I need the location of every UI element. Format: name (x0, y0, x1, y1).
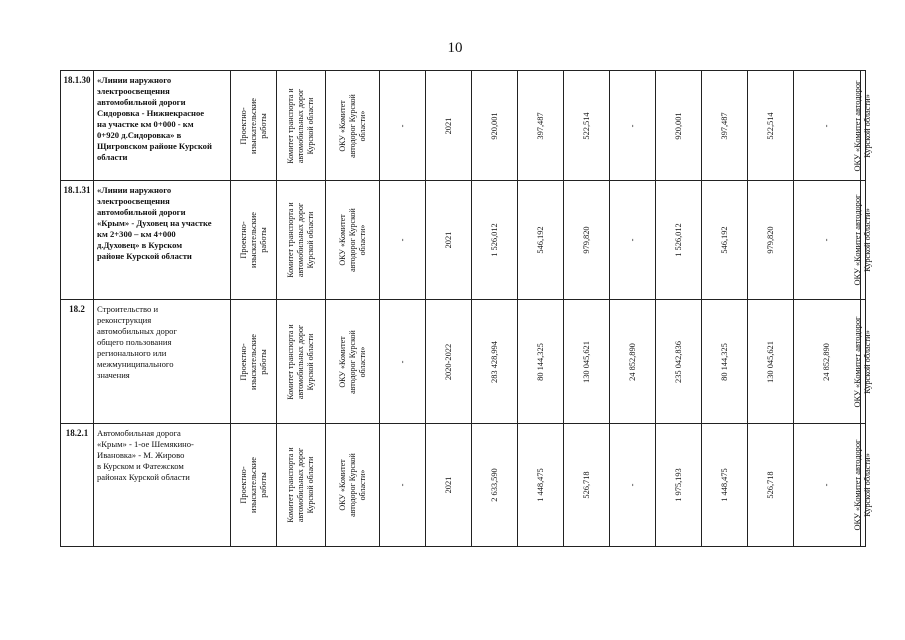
oku-agency-text (338, 208, 368, 272)
amount-e: 546,192 (719, 226, 729, 254)
oku-agency-line: области» (357, 224, 367, 256)
amount-b-cell (564, 71, 610, 181)
work-type-line: изыскательские (248, 457, 258, 513)
years-value: 2021 (443, 117, 453, 134)
oku-agency-text (338, 330, 368, 394)
amount-e-cell (702, 71, 748, 181)
committee-line: Курской области (306, 211, 315, 269)
committee-line: Курской области (306, 456, 315, 514)
description-line: «Линии наружного (97, 75, 172, 85)
work-type-line: работы (258, 112, 268, 139)
amount-f: 979,820 (765, 226, 775, 254)
amount-f: 526,718 (765, 471, 775, 499)
amount-f: 522,514 (765, 111, 775, 140)
row-code: 18.1.31 (61, 181, 94, 300)
amount-d-cell (656, 71, 702, 181)
description-line: автомобильной дороги (97, 207, 186, 217)
amount-b: 522,514 (581, 111, 591, 140)
committee-line: автомобильных дорог (296, 88, 305, 163)
row-code: 18.1.30 (61, 71, 94, 181)
description-line: электроосвещения (97, 86, 170, 96)
table-row (61, 300, 866, 424)
executor-line: ОКУ «Комитет автодорог (853, 439, 862, 531)
amount-f-cell (748, 300, 794, 424)
amount-a: 397,487 (535, 111, 545, 140)
description-line: значения (97, 370, 130, 380)
description-line: автомобильных дорог (97, 326, 177, 336)
total-value-cell (472, 300, 518, 424)
years-value: 2020-2022 (443, 343, 453, 380)
description-line: Щигровском районе Курской (97, 141, 212, 151)
committee (277, 181, 326, 300)
program-table (60, 70, 872, 547)
executor-line: ОКУ «Комитет автодорог (853, 79, 862, 172)
years-value: 2021 (443, 476, 453, 494)
work-type-text (239, 457, 269, 513)
work-type (231, 424, 277, 547)
committee-text (286, 324, 316, 399)
description-line: Автомобильная дорога (97, 428, 181, 438)
dash-value-cell (380, 181, 426, 300)
work-type-line: изыскательские (248, 333, 258, 390)
dash-value: - (397, 124, 407, 127)
committee-line: автомобильных дорог (296, 202, 305, 278)
oku-agency-line: ОКУ «Комитет (337, 459, 347, 511)
dash-value-cell (380, 300, 426, 424)
oku-agency-text (338, 453, 368, 517)
amount-g-cell (794, 71, 861, 181)
amount-a-cell (518, 181, 564, 300)
dash-value: - (397, 483, 407, 487)
years-value-cell (426, 181, 472, 300)
oku-agency-line: области» (357, 346, 367, 377)
executor-line: ОКУ «Комитет автодорог (853, 315, 862, 408)
amount-g-cell (794, 424, 861, 547)
description-line: «Крым» - Духовец на участке (97, 218, 212, 228)
oku-agency-line: автодорог Курской (347, 453, 357, 517)
committee-line: автомобильных дорог (296, 324, 305, 399)
years-value: 2021 (443, 231, 453, 249)
work-type-line: изыскательские (248, 212, 258, 268)
description-line: Ивановка» - М. Жирово (97, 450, 185, 460)
amount-c-cell (610, 300, 656, 424)
years-value-cell (426, 71, 472, 181)
description-line: «Линии наружного (97, 185, 172, 195)
oku-agency-line: области» (357, 110, 367, 141)
years-value-cell (426, 424, 472, 547)
work-type-line: Проектно- (238, 466, 248, 504)
work-type-line: Проектно- (238, 221, 248, 259)
amount-g: - (822, 124, 831, 127)
total-value-cell (472, 181, 518, 300)
amount-a-cell (518, 300, 564, 424)
committee-text (286, 202, 316, 277)
amount-e: 80 144,325 (719, 342, 729, 381)
total-value: 2 633,590 (489, 468, 499, 502)
committee-line: Комитет транспорта и (286, 323, 295, 400)
work-type-line: работы (258, 227, 268, 253)
dash-value: - (397, 238, 407, 242)
description-line: общего пользования (97, 337, 172, 347)
description-line: реконструкция (97, 315, 152, 325)
row-description (94, 424, 231, 547)
amount-c-cell (610, 181, 656, 300)
amount-d-cell (656, 424, 702, 547)
oku-agency-line: области» (357, 469, 367, 501)
amount-g: 24 852,890 (822, 342, 831, 381)
description-line: автомобильной дороги (97, 97, 186, 107)
dash-value-cell (380, 71, 426, 181)
amount-c-cell (610, 424, 656, 547)
committee (277, 71, 326, 181)
oku-agency-line: автодорог Курской (347, 93, 357, 158)
executor-text (853, 316, 873, 407)
executor-line: ОКУ «Комитет автодорог (853, 194, 862, 286)
executor (853, 181, 872, 300)
work-type-text (239, 334, 269, 390)
amount-b-cell (564, 424, 610, 547)
row-description (94, 71, 231, 181)
amount-d: 1 975,193 (673, 468, 683, 502)
amount-b: 526,718 (581, 471, 591, 499)
dash-value: - (397, 360, 407, 363)
description-line: Сидоровка - Нижнекрасное (97, 108, 205, 118)
amount-e-cell (702, 424, 748, 547)
amount-e-cell (702, 181, 748, 300)
oku-agency-line: ОКУ «Комитет (337, 99, 347, 152)
oku-agency (326, 300, 380, 424)
amount-a: 1 448,475 (535, 468, 545, 502)
description-line: км 2+300 – км 4+000 (97, 229, 176, 239)
description-line: регионального или (97, 348, 167, 358)
amount-c: - (627, 238, 637, 242)
total-value-cell (472, 71, 518, 181)
amount-e: 1 448,475 (719, 468, 729, 502)
executor-text (853, 80, 873, 171)
executor (853, 300, 872, 424)
amount-c-cell (610, 71, 656, 181)
amount-b: 979,820 (581, 226, 591, 254)
oku-agency (326, 71, 380, 181)
row-code: 18.2.1 (61, 424, 94, 547)
amount-g: - (822, 238, 831, 242)
table-row (61, 71, 866, 181)
description-line: электроосвещения (97, 196, 170, 206)
work-type (231, 181, 277, 300)
oku-agency-line: автодорог Курской (347, 329, 357, 394)
committee-text (286, 447, 316, 522)
amount-a-cell (518, 71, 564, 181)
oku-agency-text (338, 94, 368, 158)
page-number: 10 (447, 40, 463, 56)
amount-f-cell (748, 71, 794, 181)
years-value-cell (426, 300, 472, 424)
description-line: на участке км 0+000 - км (97, 119, 194, 129)
amount-c: - (627, 124, 637, 127)
table-body (61, 71, 872, 547)
oku-agency-line: ОКУ «Комитет (337, 335, 347, 388)
executor-line: Курской области» (863, 453, 872, 517)
description-line: «Крым» - 1-ое Шемякино- (97, 439, 194, 449)
description-line: Строительство и (97, 304, 159, 314)
committee-line: Комитет транспорта и (286, 87, 295, 164)
committee-line: Комитет транспорта и (286, 447, 295, 523)
work-type-line: изыскательские (248, 97, 258, 154)
work-type-text (239, 212, 269, 268)
amount-a: 80 144,325 (535, 342, 545, 381)
total-value: 920,001 (489, 111, 499, 140)
amount-f-cell (748, 424, 794, 547)
table-row (61, 424, 866, 547)
executor (853, 424, 872, 547)
executor-line: Курской области» (863, 93, 872, 158)
amount-e-cell (702, 300, 748, 424)
committee (277, 300, 326, 424)
amount-f-cell (748, 181, 794, 300)
amount-d: 1 526,012 (673, 223, 683, 257)
amount-d: 235 042,836 (673, 340, 683, 383)
committee-text (286, 88, 316, 163)
work-type (231, 71, 277, 181)
work-type (231, 300, 277, 424)
row-description (94, 300, 231, 424)
oku-agency-line: автодорог Курской (347, 208, 357, 272)
amount-b-cell (564, 300, 610, 424)
amount-c: - (627, 483, 637, 487)
executor-line: Курской области» (863, 208, 872, 272)
amount-a-cell (518, 424, 564, 547)
work-type-line: работы (258, 348, 268, 375)
oku-agency (326, 424, 380, 547)
description-line: области (97, 152, 128, 162)
description-line: межмуниципального (97, 359, 174, 369)
executor-text (853, 439, 873, 530)
committee-line: Курской области (306, 97, 315, 154)
executor (853, 71, 872, 181)
amount-d-cell (656, 300, 702, 424)
description-line: в Курском и Фатежском (97, 461, 184, 471)
amount-d-cell (656, 181, 702, 300)
dash-value-cell (380, 424, 426, 547)
total-value: 1 526,012 (489, 223, 499, 257)
amount-b-cell (564, 181, 610, 300)
amount-c: 24 852,890 (627, 342, 637, 381)
table-row (61, 181, 866, 300)
work-type-line: Проектно- (238, 106, 248, 145)
oku-agency-line: ОКУ «Комитет (337, 214, 347, 266)
amount-d: 920,001 (673, 111, 683, 140)
description-line: районах Курской области (97, 472, 190, 482)
amount-g: - (822, 483, 831, 487)
committee-line: автомобильных дорог (296, 447, 305, 523)
amount-e: 397,487 (719, 111, 729, 140)
amount-a: 546,192 (535, 226, 545, 254)
executor-text (853, 194, 873, 285)
total-value: 283 428,994 (489, 340, 499, 383)
oku-agency (326, 181, 380, 300)
description-line: 0+920 д.Сидоровка» в (97, 130, 182, 140)
committee-line: Комитет транспорта и (286, 202, 295, 278)
amount-f: 130 045,621 (765, 340, 775, 383)
total-value-cell (472, 424, 518, 547)
amount-g-cell (794, 181, 861, 300)
row-description (94, 181, 231, 300)
executor-line: Курской области» (863, 329, 872, 394)
amount-b: 130 045,621 (581, 340, 591, 383)
amount-g-cell (794, 300, 861, 424)
committee (277, 424, 326, 547)
work-type-text (239, 98, 269, 154)
description-line: д.Духовец» в Курском (97, 240, 183, 250)
description-line: районе Курской области (97, 251, 192, 261)
row-code: 18.2 (61, 300, 94, 424)
work-type-line: работы (258, 472, 268, 498)
work-type-line: Проектно- (238, 342, 248, 381)
committee-line: Курской области (306, 333, 315, 390)
